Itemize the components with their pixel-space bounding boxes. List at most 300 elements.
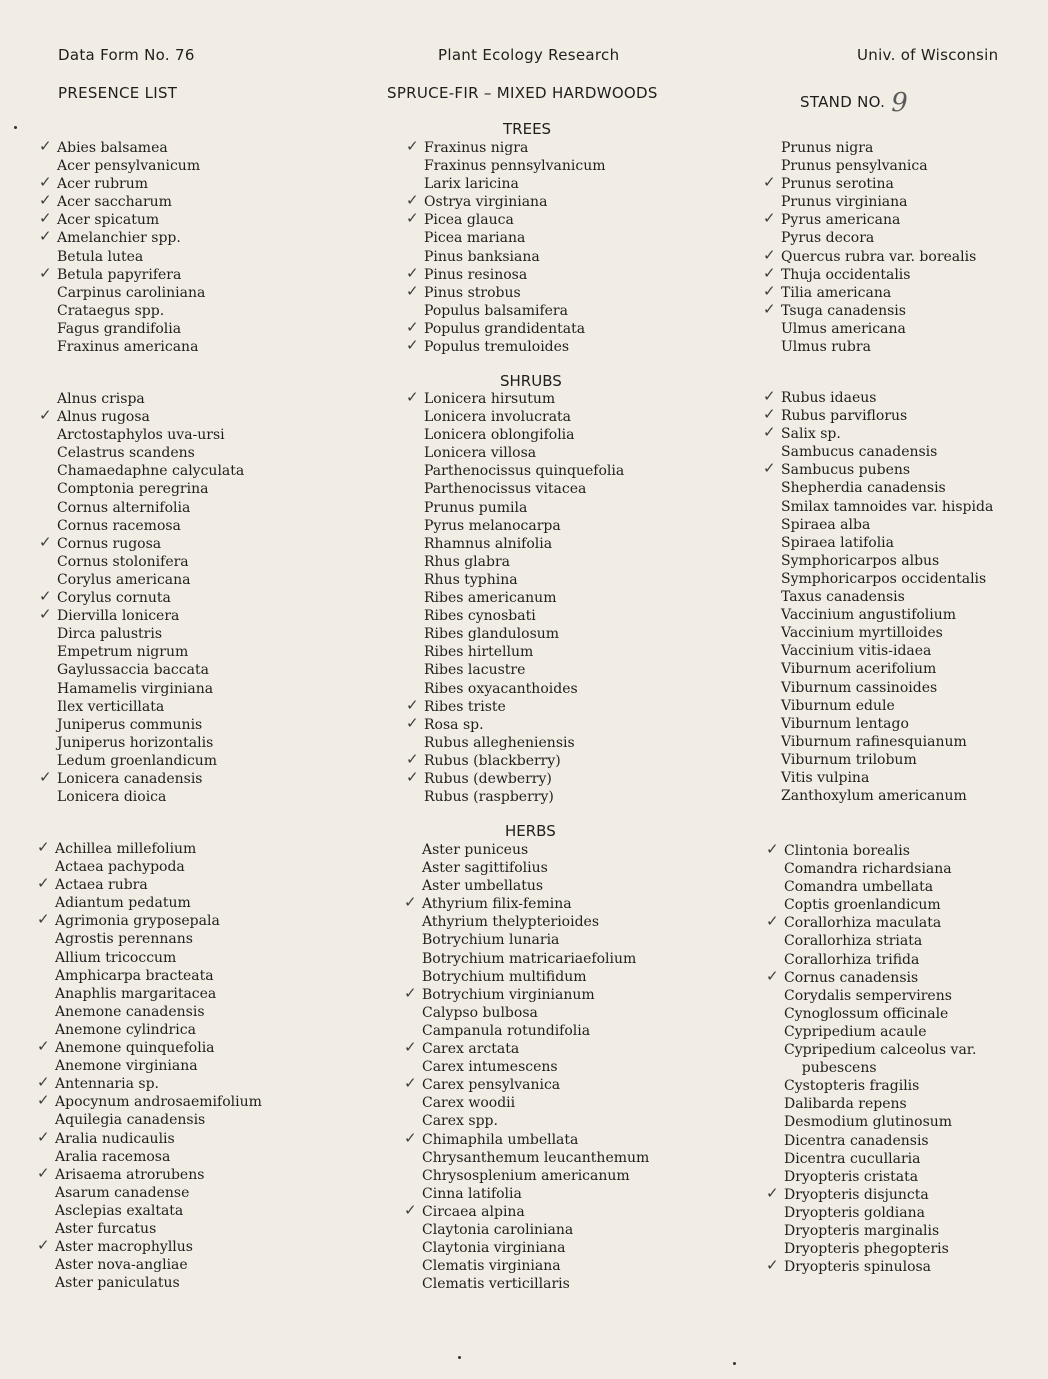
species-name: Vaccinium myrtilloides [781, 625, 943, 642]
species-item [763, 281, 1048, 302]
species-item [41, 985, 361, 1003]
check-mark-icon: ✓ [406, 263, 419, 282]
species-name: Smilax tamnoides var. hispida [781, 498, 994, 515]
species-item [39, 532, 363, 553]
check-mark-icon: ✓ [37, 1037, 50, 1056]
species-item [767, 624, 1048, 642]
species-name: Fagus grandifolia [57, 320, 182, 337]
species-name: Dicentra canadensis [784, 1132, 929, 1149]
species-name: Asclepias exaltata [55, 1202, 184, 1219]
check-mark-icon: ✓ [766, 912, 779, 931]
species-item [410, 426, 730, 444]
species-name: Ribes hirtellum [424, 644, 534, 661]
check-mark-icon: ✓ [39, 173, 52, 192]
species-name: Viburnum cassinoides [781, 679, 938, 696]
species-item [406, 713, 730, 734]
species-name: Rubus (raspberry) [424, 789, 554, 806]
species-name: Aquilegia canadensis [55, 1112, 206, 1129]
species-item [410, 480, 730, 498]
check-mark-icon: ✓ [39, 137, 52, 155]
species-item [766, 1183, 1048, 1204]
species-item [410, 535, 730, 553]
species-name: Acer rubrum [57, 176, 149, 193]
species-name: Desmodium glutinosum [784, 1114, 953, 1131]
species-item [41, 858, 361, 876]
species-name: Comptonia peregrina [57, 481, 209, 498]
species-item [767, 660, 1048, 678]
species-name: Cornus alternifolia [57, 499, 191, 516]
check-mark-icon: ✓ [39, 587, 52, 606]
species-name: Carex intumescens [422, 1059, 558, 1076]
species-item [406, 209, 730, 229]
species-name: Circaea alpina [422, 1203, 525, 1220]
species-name: Cynoglossum officinale [784, 1005, 949, 1022]
species-name: Rubus allegheniensis [424, 734, 575, 751]
species-name: Rubus (blackberry) [424, 752, 561, 769]
species-name: Betula papyrifera [57, 266, 182, 283]
species-item [406, 317, 730, 338]
species-item [770, 1059, 1048, 1077]
species-name: Ribes oxyacanthoides [424, 680, 578, 697]
species-item [39, 173, 363, 193]
species-name: Ribes glandulosum [424, 626, 560, 643]
species-name: Dryopteris marginalis [784, 1222, 940, 1239]
species-item [37, 1236, 361, 1256]
species-item [43, 499, 363, 517]
section-herbs-heading: HERBS [505, 822, 556, 840]
species-item [37, 838, 361, 858]
species-name: Arisaema atrorubens [55, 1166, 205, 1183]
species-item [43, 320, 363, 338]
species-item [767, 570, 1048, 588]
species-item [410, 175, 730, 193]
species-item [408, 1004, 728, 1022]
species-name: Tilia americana [781, 284, 892, 301]
species-name: Lonicera involucrata [424, 409, 572, 426]
species-item [41, 1202, 361, 1220]
species-name: Symphoricarpos occidentalis [781, 570, 987, 587]
species-item [767, 229, 1048, 247]
species-name: Betula lutea [57, 248, 144, 265]
species-name: Celastrus scandens [57, 445, 195, 462]
species-item [770, 1095, 1048, 1113]
species-name: Dryopteris disjuncta [784, 1186, 929, 1203]
species-name: Aster sagittifolius [422, 860, 548, 877]
species-name: Dicentra cucullaria [784, 1150, 921, 1167]
species-item [408, 913, 728, 931]
species-name: Rosa sp. [424, 716, 484, 733]
species-name: Anaphlis margaritacea [55, 985, 217, 1002]
species-item [766, 912, 1048, 932]
species-item [410, 517, 730, 535]
species-name: Clematis verticillaris [422, 1276, 570, 1293]
species-name: Crataegus spp. [57, 302, 165, 319]
check-mark-icon: ✓ [37, 838, 50, 856]
species-item [767, 697, 1048, 715]
species-item [41, 1148, 361, 1166]
check-mark-icon: ✓ [763, 387, 776, 405]
species-name: Dryopteris goldiana [784, 1204, 925, 1221]
species-name: Spiraea latifolia [781, 534, 894, 551]
check-mark-icon: ✓ [406, 713, 419, 732]
species-item [763, 209, 1048, 229]
species-item [763, 263, 1048, 284]
species-item [408, 1167, 728, 1185]
species-name: Viburnum rafinesquianum [781, 733, 967, 750]
species-item [43, 716, 363, 734]
species-name: Acer pensylvanicum [57, 158, 201, 175]
species-item [41, 1003, 361, 1021]
species-name: Pinus banksiana [424, 248, 540, 265]
species-item [410, 571, 730, 589]
species-item [43, 625, 363, 643]
species-name: Dryopteris spinulosa [784, 1259, 932, 1276]
species-item [408, 877, 728, 895]
check-mark-icon: ✓ [404, 1074, 417, 1093]
species-name: Ledum groenlandicum [57, 752, 218, 769]
species-item [767, 443, 1048, 461]
species-item [406, 137, 730, 157]
species-name: Abies balsamea [57, 140, 168, 156]
species-item [410, 788, 730, 806]
species-name: Carex spp. [422, 1113, 498, 1130]
check-mark-icon: ✓ [39, 532, 52, 551]
check-mark-icon: ✓ [763, 263, 776, 282]
species-item [770, 1005, 1048, 1023]
species-name: Botrychium matricariaefolium [422, 950, 637, 967]
species-name: Prunus nigra [781, 140, 874, 156]
species-item [770, 860, 1048, 878]
species-item [408, 1022, 728, 1040]
check-mark-icon: ✓ [766, 1183, 779, 1202]
species-item [770, 1204, 1048, 1222]
species-item [770, 1113, 1048, 1131]
species-name: Acer saccharum [57, 194, 172, 211]
herbs-column-2 [404, 841, 728, 1293]
species-item [770, 878, 1048, 896]
species-item [767, 733, 1048, 751]
species-item [410, 553, 730, 571]
check-mark-icon: ✓ [404, 983, 417, 1002]
species-name: Comandra umbellata [784, 879, 934, 896]
species-item [410, 408, 730, 426]
species-item [43, 734, 363, 752]
species-name: Corallorhiza striata [784, 933, 923, 950]
species-item [767, 787, 1048, 805]
check-mark-icon: ✓ [406, 767, 419, 786]
species-item [410, 661, 730, 679]
species-item [763, 173, 1048, 193]
species-name: Agrimonia gryposepala [55, 913, 220, 930]
paper-mark [14, 126, 17, 129]
species-item [767, 479, 1048, 497]
check-mark-icon: ✓ [763, 423, 776, 442]
species-item [37, 874, 361, 894]
species-name: Corydalis sempervirens [784, 987, 952, 1004]
species-name: Carex woodii [422, 1095, 516, 1112]
shrubs-column-2 [406, 388, 730, 806]
species-name: Corallorhiza maculata [784, 915, 942, 932]
species-name: Agrostis perennans [55, 931, 193, 948]
species-name: Anemone canadensis [55, 1003, 205, 1020]
species-item [39, 587, 363, 607]
species-name: Ribes americanum [424, 590, 557, 607]
species-name: Cypripedium acaule [784, 1023, 927, 1040]
species-name: Taxus canadensis [781, 589, 905, 606]
species-item [410, 680, 730, 698]
species-item [43, 302, 363, 320]
species-name: Clintonia borealis [784, 843, 910, 859]
species-name: Rhus typhina [424, 571, 518, 588]
species-name: Shepherdia canadensis [781, 480, 946, 497]
species-name: Coptis groenlandicum [784, 897, 941, 914]
species-name: Dryopteris phegopteris [784, 1241, 949, 1258]
stand-value: 9 [891, 88, 909, 118]
species-item [406, 695, 730, 716]
species-item [410, 589, 730, 607]
species-name: Juniperus communis [57, 716, 203, 733]
species-item [404, 1128, 728, 1149]
species-name: Pinus resinosa [424, 266, 528, 283]
species-name: Lonicera hirsutum [424, 391, 556, 407]
species-name: Claytonia virginiana [422, 1240, 566, 1257]
species-name: Fraxinus americana [57, 339, 199, 356]
check-mark-icon: ✓ [37, 1163, 50, 1182]
species-item [408, 950, 728, 968]
check-mark-icon: ✓ [39, 605, 52, 624]
species-name: Pyrus melanocarpa [424, 517, 561, 534]
species-item [410, 229, 730, 247]
paper-mark [458, 1356, 461, 1359]
species-item [767, 606, 1048, 624]
check-mark-icon: ✓ [39, 263, 52, 282]
species-item [406, 767, 730, 788]
check-mark-icon: ✓ [39, 767, 52, 786]
species-item [43, 338, 363, 356]
species-item [410, 444, 730, 462]
stand-number-field [800, 84, 909, 118]
species-name: Anemone cylindrica [55, 1021, 196, 1038]
species-name: Prunus pumila [424, 499, 528, 516]
species-item [37, 910, 361, 930]
species-name: Aster furcatus [55, 1220, 157, 1237]
species-item [408, 1185, 728, 1203]
species-name: Corylus cornuta [57, 590, 171, 607]
species-item [410, 734, 730, 752]
species-item [763, 423, 1048, 443]
species-item [404, 1200, 728, 1221]
species-name: Pyrus americana [781, 212, 901, 229]
species-name: Rhamnus alnifolia [424, 535, 553, 552]
species-item [41, 1220, 361, 1238]
species-name: Larix laricina [424, 176, 519, 193]
species-item [408, 1112, 728, 1130]
species-name: Calypso bulbosa [422, 1004, 538, 1021]
species-item [41, 949, 361, 967]
species-item [408, 931, 728, 949]
check-mark-icon: ✓ [37, 1091, 50, 1110]
check-mark-icon: ✓ [763, 209, 776, 228]
check-mark-icon: ✓ [37, 874, 50, 893]
species-name: Rhus glabra [424, 553, 510, 570]
species-item [408, 1221, 728, 1239]
species-item [767, 769, 1048, 787]
species-name: Tsuga canadensis [781, 302, 906, 319]
species-item [37, 1091, 361, 1111]
check-mark-icon: ✓ [766, 966, 779, 985]
species-name: Aralia racemosa [55, 1148, 171, 1165]
species-name: Ulmus americana [781, 320, 906, 337]
species-item [408, 1239, 728, 1257]
species-item [39, 137, 363, 157]
species-name: Anemone quinquefolia [55, 1040, 215, 1057]
species-item [43, 157, 363, 175]
community-title: SPRUCE-FIR – MIXED HARDWOODS [387, 84, 658, 102]
species-name: Achillea millefolium [55, 841, 197, 857]
species-item [43, 788, 363, 806]
species-name: Rubus parviflorus [781, 408, 908, 425]
species-name: Gaylussaccia baccata [57, 662, 209, 679]
species-item [43, 698, 363, 716]
herbs-column-1 [37, 838, 361, 1292]
species-item [408, 1257, 728, 1275]
species-name: Parthenocissus quinquefolia [424, 463, 625, 480]
species-name: Botrychium multifidum [422, 968, 587, 985]
species-name: Athyrium thelypterioides [422, 914, 600, 931]
species-item [41, 930, 361, 948]
species-item [406, 749, 730, 770]
paper-mark [733, 1362, 736, 1365]
species-item [43, 444, 363, 462]
species-name: Clematis virginiana [422, 1258, 561, 1275]
species-item [43, 480, 363, 498]
check-mark-icon: ✓ [406, 281, 419, 300]
species-name: pubescens [784, 1060, 877, 1077]
species-name: Carpinus caroliniana [57, 284, 206, 301]
check-mark-icon: ✓ [406, 695, 419, 714]
check-mark-icon: ✓ [37, 1236, 50, 1255]
species-name: Botrychium lunaria [422, 932, 560, 949]
species-name: Vaccinium vitis-idaea [781, 643, 932, 660]
species-name: Actaea rubra [55, 877, 148, 894]
species-item [767, 139, 1048, 157]
species-item [43, 680, 363, 698]
species-item [770, 1240, 1048, 1258]
species-item [763, 387, 1048, 407]
species-name: Rubus (dewberry) [424, 770, 552, 787]
list-title: PRESENCE LIST [58, 84, 178, 102]
species-item [767, 751, 1048, 769]
species-name: Empetrum nigrum [57, 644, 189, 661]
species-item [408, 1275, 728, 1293]
species-item [767, 534, 1048, 552]
species-item [406, 388, 730, 408]
species-item [770, 1150, 1048, 1168]
species-item [410, 248, 730, 266]
species-item [763, 299, 1048, 320]
check-mark-icon: ✓ [39, 209, 52, 228]
species-item [770, 932, 1048, 950]
species-item [770, 1023, 1048, 1041]
check-mark-icon: ✓ [37, 1073, 50, 1092]
species-name: Ribes lacustre [424, 662, 526, 679]
species-name: Acer spicatum [57, 212, 160, 229]
species-name: Ilex verticillata [57, 698, 165, 715]
species-item [41, 894, 361, 912]
species-item [41, 1111, 361, 1129]
species-item [43, 284, 363, 302]
species-name: Aster nova-angliae [55, 1257, 188, 1274]
species-name: Cornus canadensis [784, 969, 919, 986]
species-name: Spiraea alba [781, 516, 871, 533]
species-name: Ostrya virginiana [424, 194, 548, 211]
species-item [39, 406, 363, 426]
species-item [408, 1094, 728, 1112]
species-name: Campanula rotundifolia [422, 1022, 591, 1039]
species-item [43, 462, 363, 480]
species-item [767, 516, 1048, 534]
species-item [410, 302, 730, 320]
species-item [766, 1256, 1048, 1276]
species-name: Vitis vulpina [781, 769, 870, 786]
check-mark-icon: ✓ [406, 317, 419, 336]
species-name: Populus grandidentata [424, 320, 586, 337]
species-item [770, 896, 1048, 914]
species-name: Symphoricarpos albus [781, 552, 940, 569]
species-name: Populus balsamifera [424, 302, 568, 319]
species-item [43, 426, 363, 444]
species-name: Amphicarpa bracteata [55, 967, 214, 984]
species-item [43, 248, 363, 266]
check-mark-icon: ✓ [763, 281, 776, 300]
species-name: Pyrus decora [781, 230, 875, 247]
species-name: Chrysosplenium americanum [422, 1167, 630, 1184]
species-name: Parthenocissus vitacea [424, 481, 587, 498]
species-name: Viburnum lentago [781, 715, 909, 732]
species-item [406, 336, 730, 356]
species-name: Arctostaphylos uva-ursi [57, 427, 225, 444]
trees-column-1 [39, 137, 363, 356]
species-item [41, 1057, 361, 1075]
species-item [43, 517, 363, 535]
species-item [39, 227, 363, 247]
check-mark-icon: ✓ [763, 245, 776, 264]
check-mark-icon: ✓ [406, 137, 419, 155]
species-item [408, 1058, 728, 1076]
species-item [37, 1037, 361, 1057]
species-name: Aster puniceus [422, 842, 529, 858]
species-item [43, 643, 363, 661]
species-item [41, 1021, 361, 1039]
species-name: Prunus virginiana [781, 194, 908, 211]
species-item [410, 607, 730, 625]
check-mark-icon: ✓ [404, 893, 417, 912]
species-name: Lonicera canadensis [57, 770, 203, 787]
check-mark-icon: ✓ [763, 173, 776, 192]
species-item [763, 459, 1048, 479]
check-mark-icon: ✓ [37, 1127, 50, 1146]
species-name: Cornus rugosa [57, 535, 162, 552]
species-name: Vaccinium angustifolium [781, 607, 957, 624]
species-item [770, 1041, 1048, 1059]
check-mark-icon: ✓ [406, 191, 419, 210]
species-name: Dirca palustris [57, 626, 162, 643]
check-mark-icon: ✓ [763, 299, 776, 318]
species-item [404, 893, 728, 913]
check-mark-icon: ✓ [766, 840, 779, 858]
species-item [39, 209, 363, 229]
species-name: Cypripedium calceolus var. [784, 1042, 977, 1059]
